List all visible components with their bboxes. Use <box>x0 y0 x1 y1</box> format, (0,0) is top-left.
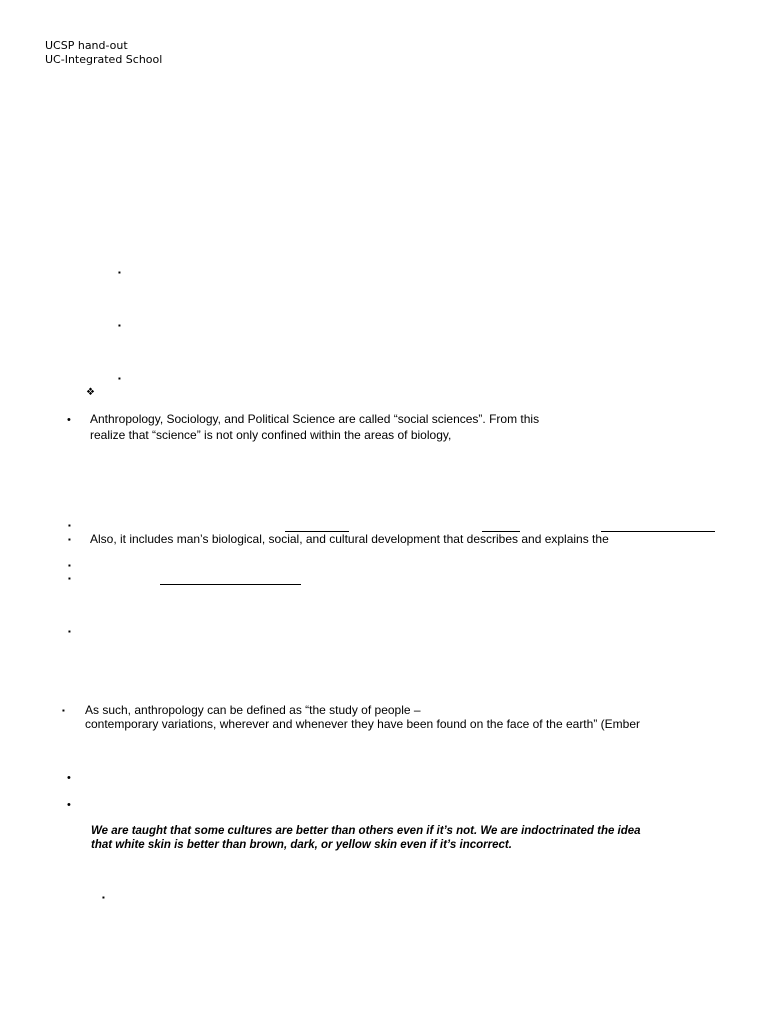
header-school-name: UC-Integrated School <box>45 53 163 66</box>
list-bullet: ▪ <box>118 268 121 277</box>
list-bullet: ▪ <box>118 321 121 330</box>
list-bullet: • <box>67 772 71 784</box>
fill-in-blank <box>160 584 301 585</box>
list-bullet: ▪ <box>68 521 71 530</box>
definition-text-line2: contemporary variations, wherever and whenever they have been found on the face of the earth” (Ember <box>85 717 640 731</box>
list-bullet: ▪ <box>62 706 65 715</box>
list-bullet: • <box>67 799 71 811</box>
list-bullet: ▪ <box>68 535 71 544</box>
definition-text-line1: As such, anthropology can be defined as “the study of people – <box>85 703 421 717</box>
header-course-title: UCSP hand-out <box>45 39 128 52</box>
fill-in-blank <box>601 531 715 532</box>
list-bullet-diamond: ❖ <box>86 387 95 398</box>
list-bullet: ▪ <box>68 627 71 636</box>
list-bullet: ▪ <box>102 893 105 902</box>
emphasis-text-line2: that white skin is better than brown, dark, or yellow skin even if it’s incorrect. <box>91 839 512 851</box>
list-bullet: • <box>67 414 71 426</box>
emphasis-text-line1: We are taught that some cultures are better than others even if it’s not. We are indoctrinated the idea <box>91 825 641 837</box>
social-sciences-text-line1: Anthropology, Sociology, and Political Science are called “social sciences”. From this <box>90 412 540 426</box>
development-text: Also, it includes man’s biological, social, and cultural development that describes and explains the <box>90 532 609 546</box>
list-bullet: ▪ <box>68 574 71 583</box>
list-bullet: ▪ <box>68 561 71 570</box>
list-bullet: ▪ <box>118 374 121 383</box>
social-sciences-text-line2: realize that “science” is not only confined within the areas of biology, <box>90 428 452 442</box>
